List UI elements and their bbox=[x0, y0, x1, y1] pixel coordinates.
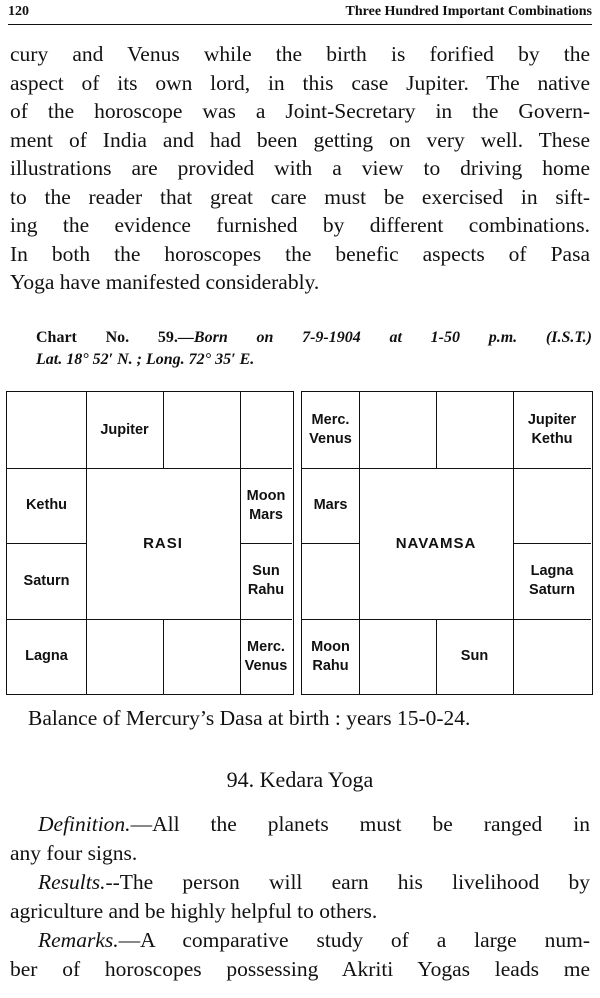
section-heading: 94. Kedara Yoga bbox=[226, 767, 374, 792]
remarks-paragraph bbox=[10, 926, 590, 983]
navamsa-house-8: Sun bbox=[460, 648, 489, 664]
rasi-chart bbox=[6, 391, 294, 695]
text-line: to the reader that great care must be exercised in sift- bbox=[10, 184, 590, 209]
rasi-house-6: Sun Rahu bbox=[247, 563, 285, 598]
running-head bbox=[8, 2, 592, 26]
navamsa-house-1: Merc. Venus bbox=[309, 412, 352, 447]
caption-line-1 bbox=[36, 327, 592, 349]
definition-paragraph bbox=[10, 810, 590, 867]
definition-label: Definition. bbox=[38, 812, 131, 836]
rasi-center-label: RASI bbox=[143, 535, 183, 552]
text-line: of the horoscope was a Joint-Secretary in the Govern- bbox=[10, 99, 590, 123]
navamsa-house-10: Moon Rahu bbox=[311, 638, 350, 674]
results-paragraph bbox=[10, 868, 590, 925]
navamsa-house-6: Lagna Saturn bbox=[529, 563, 575, 598]
rasi-house-2: Jupiter bbox=[100, 421, 149, 438]
text-line: ber of horoscopes possessing Akriti Yogas leads me bbox=[10, 956, 590, 981]
chart-number-label: Chart No. 59. bbox=[36, 329, 178, 346]
rasi-house-11: Saturn bbox=[23, 572, 70, 589]
rasi-house-7: Merc. Venus bbox=[244, 638, 288, 674]
text-line: aspect of its own lord, in this case Jupiter. The native bbox=[10, 70, 590, 95]
rasi-house-12: Kethu bbox=[25, 497, 68, 513]
running-title: Three Hundred Important Combinations bbox=[345, 4, 592, 19]
remarks-label: Remarks. bbox=[38, 928, 119, 952]
text-line: cury and Venus while the birth is forified by the bbox=[10, 42, 590, 66]
dasa-balance: Balance of Mercury’s Dasa at birth : years 15-0-24. bbox=[28, 706, 471, 730]
results-label: Results. bbox=[38, 870, 106, 894]
text-line: Results.--The person will earn his livelihood by bbox=[38, 870, 590, 894]
text-line: any four signs. bbox=[10, 840, 138, 865]
page-number: 120 bbox=[8, 4, 29, 19]
navamsa-house-4: Jupiter Kethu bbox=[527, 412, 577, 447]
text-line: Remarks.—A comparative study of a large num- bbox=[38, 928, 590, 952]
text-line: ment of India and had been getting on very well. These bbox=[10, 127, 590, 152]
text-line: In both the horoscopes the benefic aspects of Pasa bbox=[10, 241, 590, 266]
text-line: illustrations are provided with a view to driving home bbox=[10, 156, 590, 180]
rasi-house-5: Moon Mars bbox=[246, 487, 286, 523]
text-line: Definition.—All the planets must be ranged in bbox=[38, 812, 590, 836]
text-line: agriculture and be highly helpful to others. bbox=[10, 898, 378, 923]
text-line: Yoga have manifested considerably. bbox=[10, 270, 320, 294]
navamsa-chart bbox=[301, 391, 593, 695]
text-line: ing the evidence furnished by different combinations. bbox=[10, 213, 590, 237]
rasi-house-10: Lagna bbox=[25, 648, 68, 664]
navamsa-house-12: Mars bbox=[313, 497, 348, 513]
caption-line-2: Lat. 18° 52′ N. ; Long. 72° 35′ E. bbox=[36, 351, 255, 368]
navamsa-center-label: NAVAMSA bbox=[395, 535, 477, 552]
chart-birth-details: —Born on 7-9-1904 at 1-50 p.m. (I.S.T.) bbox=[177, 329, 593, 346]
chart-caption bbox=[36, 327, 592, 371]
header-rule bbox=[8, 24, 592, 25]
intro-paragraph bbox=[10, 40, 590, 297]
